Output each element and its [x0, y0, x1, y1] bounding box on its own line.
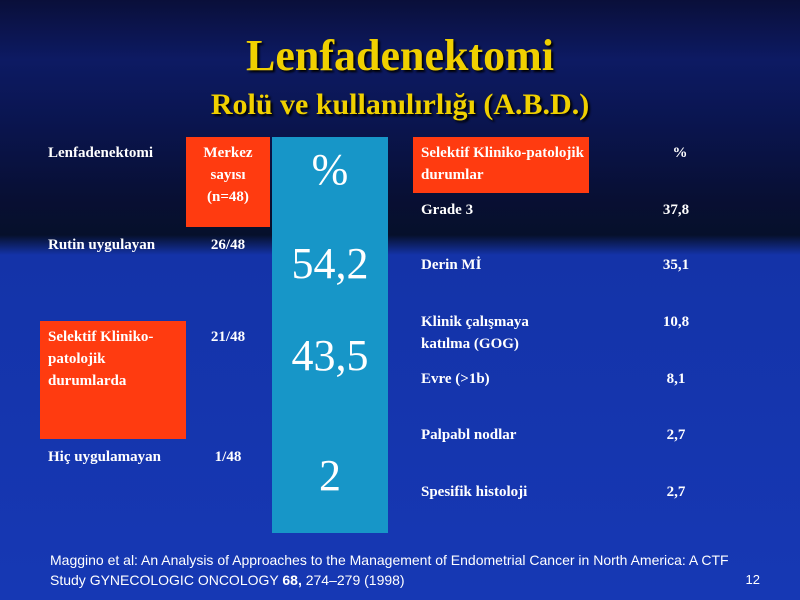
left-row-1-count: 26/48 [210, 237, 246, 253]
right-row-4-value: 8,1 [666, 371, 686, 387]
left-header-label: Lenfadenektomi [48, 145, 153, 161]
page-number: 12 [745, 572, 760, 587]
left-row-1-label: Rutin uygulayan [48, 237, 156, 253]
right-row-5-label: Palpabl nodlar [421, 427, 517, 443]
left-row-2-count: 21/48 [210, 329, 246, 345]
percent-row-2: 43,5 [291, 331, 369, 380]
right-row-3-label: Klinik çalışmaya katılma (GOG) [421, 314, 529, 352]
left-row-3-count: 1/48 [214, 449, 242, 465]
right-row-1-label: Grade 3 [421, 202, 474, 218]
right-row-5-value: 2,7 [666, 427, 686, 443]
right-header-percent: % [672, 145, 688, 161]
slide-title: Lenfadenektomi [246, 31, 554, 80]
right-header-label: Selektif Kliniko-patolojik durumlar [421, 145, 584, 183]
right-row-2-label: Derin Mİ [421, 257, 482, 273]
percent-row-3: 2 [319, 451, 341, 500]
right-row-6-value: 2,7 [666, 484, 686, 500]
citation-text: Maggino et al: An Analysis of Approaches to the Management of Endometrial Cancer in North America: A CTF Study GYNECOLOGIC ONCOLOGY [50, 552, 729, 588]
slide-subtitle: Rolü ve kullanılırlığı (A.B.D.) [210, 88, 590, 121]
left-row-3-label: Hiç uygulamayan [48, 449, 161, 465]
left-row-2-label: Selektif Kliniko-patolojik durumlarda [48, 329, 154, 389]
right-row-1-value: 37,8 [662, 202, 690, 218]
right-row-3-value: 10,8 [662, 314, 690, 330]
right-row-2-value: 35,1 [662, 257, 690, 273]
citation-pages: 274–279 (1998) [301, 572, 405, 588]
right-row-6-label: Spesifik histoloji [421, 484, 528, 500]
citation-volume: 68, [282, 572, 302, 588]
percent-header: % [311, 145, 349, 194]
right-row-4-label: Evre (>1b) [421, 371, 490, 387]
citation [50, 550, 740, 590]
left-header-count: Merkez sayısı (n=48) [203, 145, 253, 205]
percent-row-1: 54,2 [291, 239, 369, 288]
